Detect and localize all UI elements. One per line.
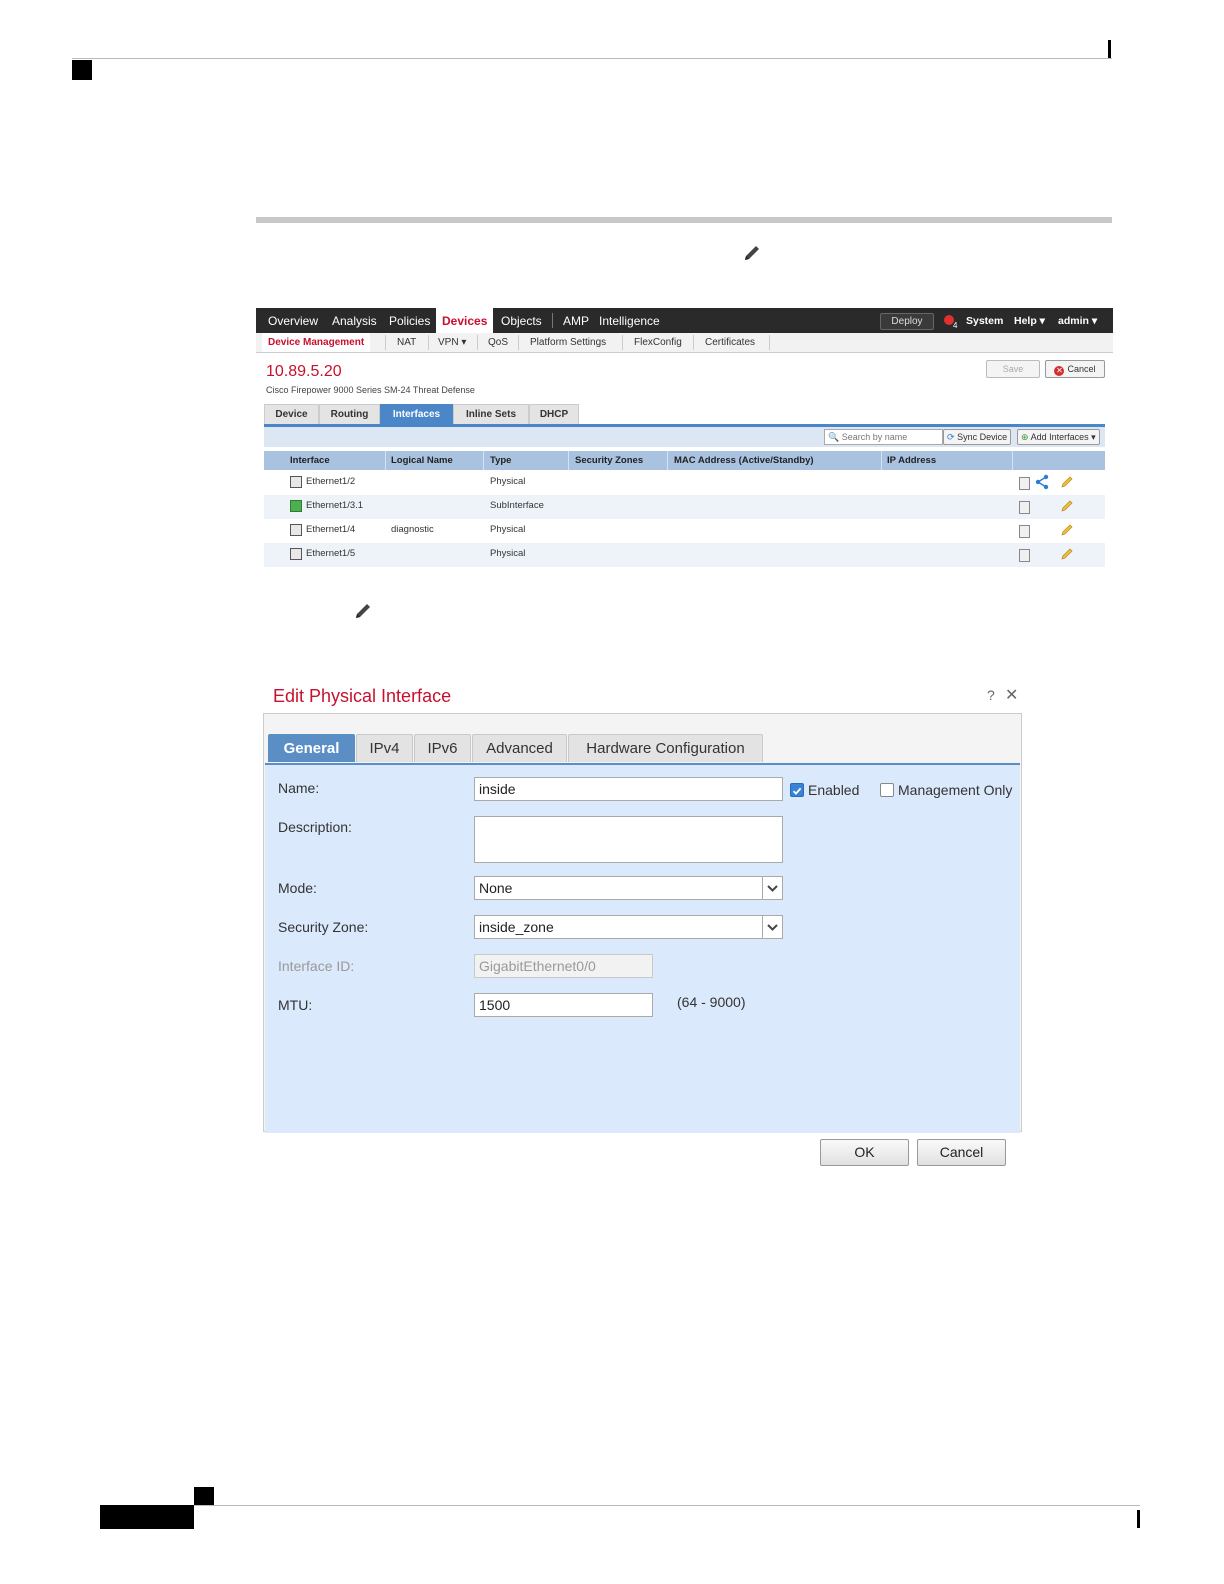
col-divider <box>881 451 882 470</box>
nav-intelligence[interactable]: Intelligence <box>599 314 660 328</box>
enabled-checkbox[interactable] <box>790 783 804 797</box>
subnav-vpn[interactable]: VPN ▾ <box>438 337 467 348</box>
subnav-divider <box>693 335 694 350</box>
name-input[interactable]: inside <box>474 777 783 801</box>
edit-icon[interactable] <box>1060 475 1074 489</box>
table-row[interactable] <box>264 495 1105 519</box>
interface-name: Ethernet1/5 <box>306 548 356 559</box>
col-divider <box>385 451 386 470</box>
security-zone-label: Security Zone: <box>278 919 369 935</box>
mode-label: Mode: <box>278 880 317 896</box>
nav-overview[interactable]: Overview <box>268 314 319 328</box>
subnav-flexconfig[interactable]: FlexConfig <box>634 337 682 348</box>
subnav-nat[interactable]: NAT <box>397 337 417 348</box>
save-label: Save <box>1002 364 1024 374</box>
interface-type: Physical <box>490 548 526 559</box>
nav-divider <box>552 313 553 328</box>
interface-toolbar <box>264 427 1105 447</box>
nav-admin[interactable]: admin ▾ <box>1058 315 1098 327</box>
interface-icon <box>290 524 302 536</box>
edit-interface-dialog <box>256 678 1026 1173</box>
edit-icon[interactable] <box>1060 547 1074 561</box>
document-icon[interactable] <box>1019 477 1030 490</box>
subnav-divider <box>477 335 478 350</box>
chevron-down-icon[interactable] <box>762 877 782 899</box>
nav-system[interactable]: System <box>966 315 1004 327</box>
tab-general[interactable]: General <box>268 734 355 762</box>
chevron-down-icon[interactable] <box>762 916 782 938</box>
cancel-button[interactable]: Cancel <box>917 1139 1006 1166</box>
help-icon[interactable]: ? <box>987 687 995 703</box>
subnav-divider <box>428 335 429 350</box>
subnav-divider <box>769 335 770 350</box>
col-mac-address[interactable]: MAC Address (Active/Standby) <box>674 455 814 466</box>
share-icon[interactable] <box>1034 474 1050 490</box>
search-placeholder: Search by name <box>841 432 908 442</box>
col-divider <box>1012 451 1013 470</box>
interface-name: Ethernet1/4 <box>306 524 356 535</box>
sync-label: Sync Device <box>957 432 1008 442</box>
mode-select[interactable] <box>474 876 783 900</box>
nav-devices[interactable]: Devices <box>436 308 493 333</box>
security-zone-value: inside_zone <box>479 919 554 935</box>
header-rule <box>72 58 1112 59</box>
alert-count: 4 <box>953 321 958 330</box>
footer-square <box>194 1487 214 1505</box>
interface-id-field: GigabitEthernet0/0 <box>474 954 653 978</box>
interface-type: Physical <box>490 524 526 535</box>
table-row[interactable] <box>264 543 1105 567</box>
nav-objects[interactable]: Objects <box>501 314 542 328</box>
nav-help[interactable]: Help ▾ <box>1014 315 1045 327</box>
interface-name: Ethernet1/3.1 <box>306 500 364 511</box>
interface-type: SubInterface <box>490 500 544 511</box>
footer-rule <box>194 1505 1140 1506</box>
tab-interfaces[interactable]: Interfaces <box>380 404 453 425</box>
name-label: Name: <box>278 780 320 796</box>
deploy-button[interactable]: Deploy <box>880 313 934 330</box>
checkmark-icon <box>791 785 803 797</box>
top-nav <box>256 308 1113 333</box>
subnav-divider <box>622 335 623 350</box>
col-divider <box>483 451 484 470</box>
col-type[interactable]: Type <box>490 455 512 466</box>
dialog-title: Edit Physical Interface <box>273 686 452 706</box>
dialog-panel <box>263 713 1022 1132</box>
header-marker <box>72 60 92 80</box>
sub-nav <box>256 333 1113 353</box>
mtu-input[interactable]: 1500 <box>474 993 653 1017</box>
section-bar <box>256 217 1112 223</box>
management-only-checkbox[interactable] <box>880 783 894 797</box>
tab-device[interactable]: Device <box>264 404 319 425</box>
col-security-zones[interactable]: Security Zones <box>575 455 644 466</box>
tab-ipv6[interactable]: IPv6 <box>414 734 471 762</box>
table-header <box>264 451 1105 470</box>
add-label: Add Interfaces ▾ <box>1030 432 1096 442</box>
nav-amp[interactable]: AMP <box>563 314 590 328</box>
edit-icon[interactable] <box>1060 499 1074 513</box>
mode-value: None <box>479 880 513 896</box>
pencil-icon <box>741 242 763 264</box>
enabled-label: Enabled <box>808 782 860 798</box>
search-input[interactable]: 🔍 Search by name <box>824 429 943 445</box>
device-title: 10.89.5.20 <box>266 363 342 380</box>
interface-icon <box>290 476 302 488</box>
interface-type: Physical <box>490 476 526 487</box>
col-divider <box>568 451 569 470</box>
add-interfaces-button[interactable] <box>1017 429 1100 445</box>
device-subtitle: Cisco Firepower 9000 Series SM-24 Threat Defense <box>266 385 475 395</box>
ok-button[interactable]: OK <box>820 1139 909 1166</box>
col-logical-name[interactable]: Logical Name <box>391 455 453 466</box>
cancel-label: Cancel <box>1067 364 1096 374</box>
general-tab-body <box>265 763 1020 1133</box>
fmc-screenshot <box>256 308 1113 578</box>
table-row[interactable] <box>264 519 1105 543</box>
document-icon[interactable] <box>1019 549 1030 562</box>
col-ip-address[interactable]: IP Address <box>887 455 937 466</box>
security-zone-select[interactable] <box>474 915 783 939</box>
logical-name: diagnostic <box>391 524 434 535</box>
tab-routing[interactable]: Routing <box>319 404 380 425</box>
edit-icon[interactable] <box>1060 523 1074 537</box>
subnav-device-management[interactable]: Device Management <box>262 333 370 352</box>
footer-marker <box>100 1505 194 1529</box>
subnav-divider <box>518 335 519 350</box>
header-tick <box>1108 40 1111 58</box>
tab-hardware-configuration[interactable]: Hardware Configuration <box>568 734 763 762</box>
tab-dhcp[interactable]: DHCP <box>529 404 579 425</box>
table-row[interactable] <box>264 471 1105 495</box>
save-button[interactable] <box>986 360 1040 378</box>
mtu-label: MTU: <box>278 997 313 1013</box>
footer-tick <box>1137 1510 1140 1528</box>
cancel-icon: ✕ <box>1056 366 1063 375</box>
interface-id-label: Interface ID: <box>278 958 355 974</box>
mtu-range-hint: (64 - 9000) <box>677 994 746 1010</box>
tab-ipv4[interactable]: IPv4 <box>356 734 413 762</box>
subnav-platform-settings[interactable]: Platform Settings <box>530 337 607 348</box>
col-interface[interactable]: Interface <box>290 455 330 466</box>
close-icon[interactable]: ✕ <box>1005 687 1019 704</box>
nav-analysis[interactable]: Analysis <box>332 314 377 328</box>
tab-inline-sets[interactable]: Inline Sets <box>453 404 529 425</box>
subnav-qos[interactable]: QoS <box>488 337 509 348</box>
description-label: Description: <box>278 819 352 835</box>
subnav-certificates[interactable]: Certificates <box>705 337 756 348</box>
interface-icon <box>290 500 302 512</box>
nav-policies[interactable]: Policies <box>389 314 431 328</box>
management-only-label: Management Only <box>898 782 1013 798</box>
document-icon[interactable] <box>1019 525 1030 538</box>
subnav-divider <box>385 335 386 350</box>
col-divider <box>667 451 668 470</box>
pencil-icon <box>352 600 374 622</box>
add-icon: ⊕ <box>1021 432 1029 442</box>
sync-device-button[interactable] <box>943 429 1011 445</box>
tab-advanced[interactable]: Advanced <box>472 734 567 762</box>
cancel-button[interactable] <box>1045 360 1105 378</box>
description-input[interactable] <box>474 816 783 863</box>
sync-icon: ⟳ <box>947 432 955 442</box>
document-icon[interactable] <box>1019 501 1030 514</box>
interface-name: Ethernet1/2 <box>306 476 356 487</box>
interface-icon <box>290 548 302 560</box>
